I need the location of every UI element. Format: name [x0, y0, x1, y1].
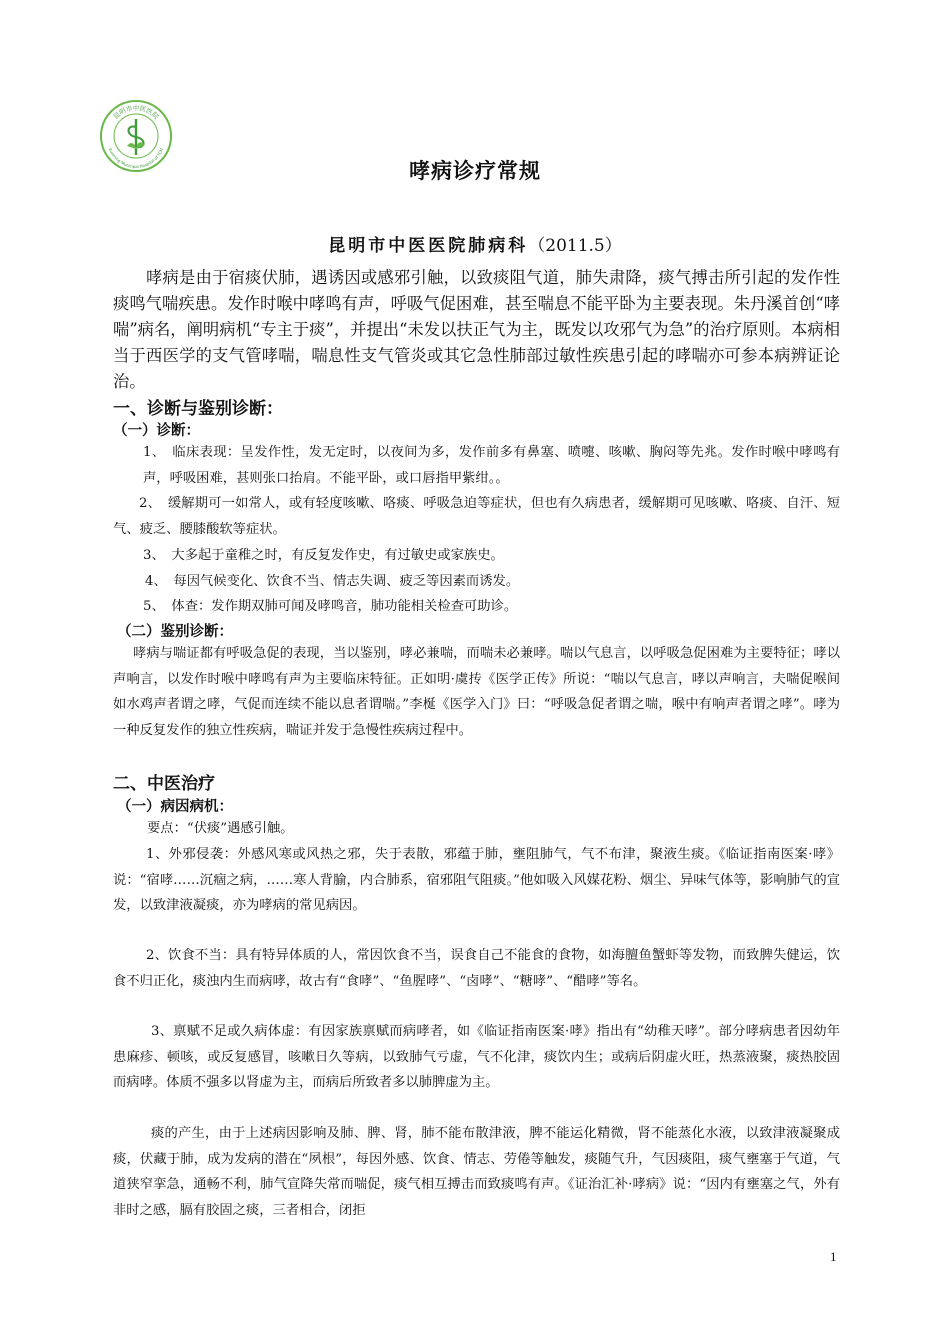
- intro-paragraph: 哮病是由于宿痰伏肺，遇诱因或感邪引触，以致痰阻气道，肺失肃降，痰气搏击所引起的发作性痰鸣气喘疾患。发作时喉中哮鸣有声，呼吸气促困难，甚至喘息不能平卧为主要表现。朱丹溪首创“哮喘”病名，阐明病机“专主于痰”，并提出“未发以扶正气为主，既发以攻邪气为急”的治疗原则。本病相当于西医学的支气管哮喘，喘息性支气管炎或其它急性肺部过敏性疾患引起的哮喘亦可参本病辨证论治。: [113, 268, 840, 391]
- diagnosis-item-5: 5、 体查：发作期双肺可闻及哮鸣音，肺功能相关检查可助诊。: [143, 599, 518, 614]
- differential-text: 哮病与喘证都有呼吸急促的表现，当以鉴别，哮必兼喘，而喘未必兼哮。喘以气息言，以呼吸急促困难为主要特征；哮以声响言，以发作时喉中哮鸣有声为主要临床特征。正如明·虞抟《医学正传》所说：“喘以气息言，哮以声响言，夫喘促喉间如水鸡声者谓之哮，气促而连续不能以息者谓喘。”李梴《医学入门》曰：“呼吸急促者谓之喘，喉中有响声者谓之哮”。哮为一种反复发作的独立性疾病，喘证并发于急慢性疾病过程中。: [113, 646, 840, 738]
- diagnosis-heading: （一）诊断：: [113, 423, 200, 439]
- logo-english-text: Kunming Municipal Hospital of TCM: [107, 147, 165, 170]
- etiology-item-2: 2、饮食不当：具有特异体质的人，常因饮食不当，误食自己不能食的食物，如海膻鱼蟹虾等发物，而致脾失健运，饮食不归正化，痰浊内生而病哮，故古有“食哮”、“鱼腥哮”、“卤哮”、“糖哮”、“醋哮”等名。: [113, 948, 840, 989]
- etiology-item-4: 痰的产生，由于上述病因影响及肺、脾、肾，肺不能布散津液，脾不能运化精微，肾不能蒸化水液，以致津液凝聚成痰，伏藏于肺，成为发病的潜在“夙根”，每因外感、饮食、情志、劳倦等触发，痰随气升，气因痰阻，痰气壅塞于气道，气道狭窄挛急，通畅不利，肺气宣降失常而喘促，痰气相互搏击而致痰鸣有声。《证治汇补·哮病》说：“因内有壅塞之气，外有非时之感，膈有胶固之痰，三者相合，闭拒: [113, 1126, 840, 1218]
- diagnosis-item-1: 1、 临床表现：呈发作性，发无定时，以夜间为多，发作前多有鼻塞、喷嚏、咳嗽、胸闷等先兆。发作时喉中哮鸣有声，呼吸困难，甚则张口抬肩。不能平卧，或口唇指甲紫绀。。: [143, 445, 840, 486]
- org-year: （2011.5）: [528, 236, 622, 256]
- etiology-item-1: 1、外邪侵袭：外感风寒或风热之邪，失于表散，邪蕴于肺，壅阻肺气，气不布津，聚液生痰。《临证指南医案·哮》说：“宿哮……沉痼之病，……寒人背腧，内合肺系，宿邪阻气阻痰。”他如吸入风媒花粉、烟尘、异味气体等，影响肺气的宣发，以致津液凝痰，亦为哮病的常见病因。: [113, 847, 840, 913]
- key-point: 要点：“伏痰”遇感引触。: [147, 821, 294, 836]
- etiology-heading: （一）病因病机：: [117, 799, 233, 815]
- diagnosis-item-2: 2、 缓解期可一如常人，或有轻度咳嗽、咯痰、呼吸急迫等症状，但也有久病患者，缓解期可见咳嗽、咯痰、自汗、短气、疲乏、腰膝酸软等症状。: [113, 496, 840, 537]
- differential-heading: （二）鉴别诊断：: [117, 624, 233, 640]
- section1-heading: 一、诊断与鉴别诊断：: [113, 399, 283, 419]
- document-title: 哮病诊疗常规: [409, 159, 541, 183]
- logo-circle-text: 昆明市中医医院: [111, 104, 161, 121]
- diagnosis-item-4: 4、 每因气候变化、饮食不当、情志失调、疲乏等因素而诱发。: [145, 574, 520, 589]
- section2-heading: 二、中医治疗: [113, 774, 215, 794]
- etiology-item-3: 3、禀赋不足或久病体虚：有因家族禀赋而病哮者，如《临证指南医案·哮》指出有“幼稚天哮”。部分哮病患者因幼年患麻疹、顿咳，或反复感冒，咳嗽日久等病，以致肺气亏虚，气不化津，痰饮内生；或病后阴虚火旺，热蒸液聚，痰热胶固而病哮。体质不强多以肾虚为主，而病后所致者多以肺脾虚为主。: [113, 1024, 840, 1090]
- org-line: [0, 231, 950, 256]
- diagnosis-item-3: 3、 大多起于童稚之时，有反复发作史，有过敏史或家族史。: [143, 548, 504, 563]
- page-number: 1: [830, 1249, 837, 1264]
- org-name: 昆明市中医医院肺病科: [328, 236, 529, 256]
